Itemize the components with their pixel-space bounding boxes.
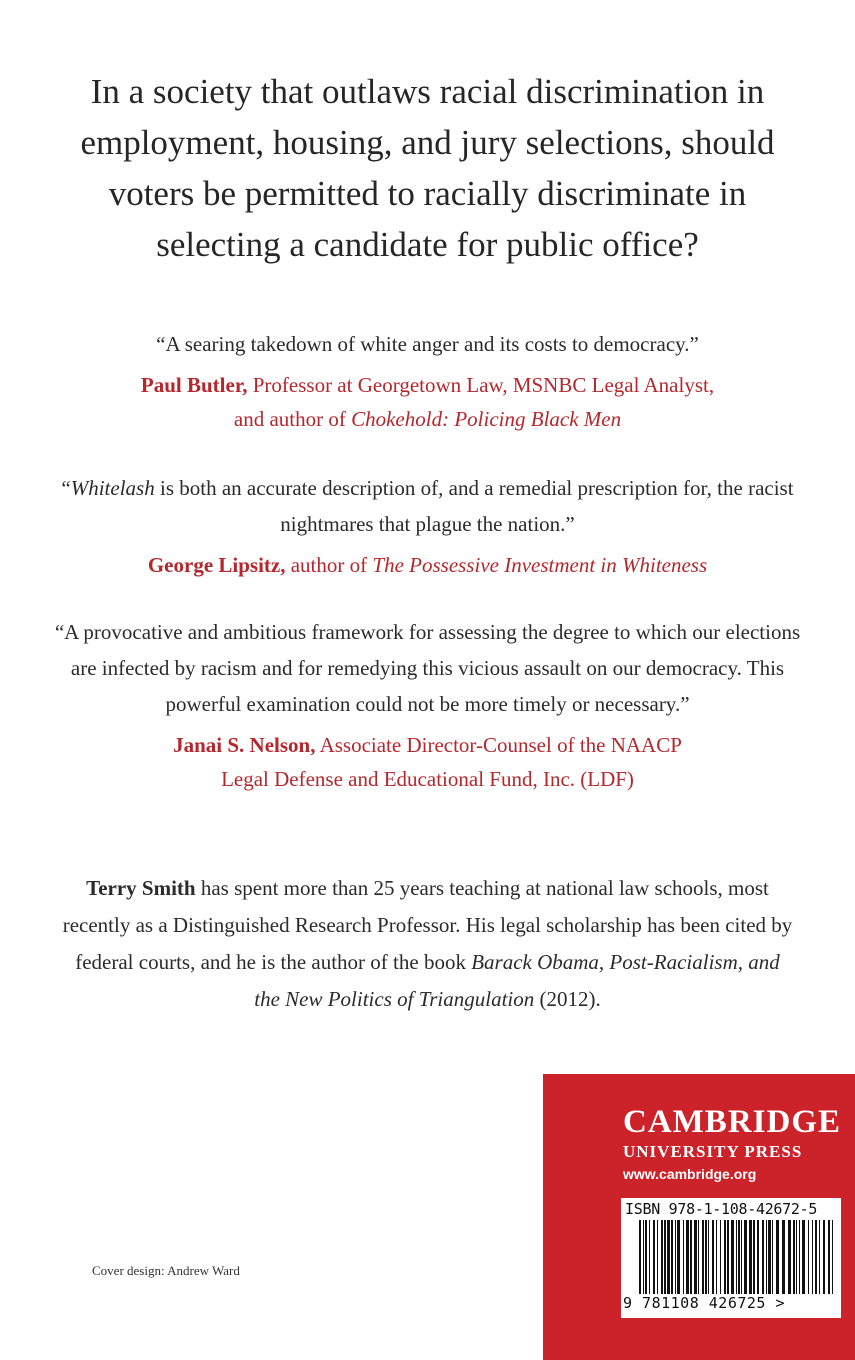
barcode-bar: [799, 1220, 800, 1294]
blurb-role-prefix: author of: [290, 553, 368, 577]
blurb-book-title: The Possessive Investment in Whiteness: [372, 553, 708, 577]
barcode-bar: [667, 1220, 670, 1294]
bio-book-title: Barack Obama, Post-Racialism, and the New Politics of Triangulation: [254, 950, 780, 1011]
barcode-bar: [724, 1220, 726, 1294]
barcode-bar: [736, 1220, 737, 1294]
barcode-bar: [776, 1220, 779, 1294]
quote-open: “: [61, 476, 71, 500]
barcode-bar: [788, 1220, 791, 1294]
barcode-bar: [664, 1220, 666, 1294]
barcode-bar: [694, 1220, 697, 1294]
cover-design-credit: Cover design: Andrew Ward: [92, 1263, 240, 1278]
barcode-bar: [643, 1220, 644, 1294]
barcode-bar: [657, 1220, 658, 1294]
barcode-bar: [782, 1220, 785, 1294]
barcode-bar: [716, 1220, 717, 1294]
barcode-bar: [762, 1220, 764, 1294]
barcode-bar: [683, 1220, 684, 1294]
blurb-author: George Lipsitz,: [147, 553, 286, 577]
publisher-logo: [623, 1104, 848, 1184]
blurb-butler: [40, 326, 815, 436]
quote-book-title: Whitelash: [70, 476, 155, 500]
barcode-bar: [768, 1220, 771, 1294]
back-cover-question: In a society that outlaws racial discrimination in employment, housing, and jury selections, should voters be permitted to racially discriminate in selecting a candidate for public office?: [80, 72, 775, 264]
barcode-bar: [712, 1220, 714, 1294]
blurb-attribution: [40, 368, 815, 436]
barcode-bar: [832, 1220, 833, 1294]
blurb-book-title: Chokehold: Policing Black Men: [351, 407, 622, 431]
barcode-bar: [731, 1220, 734, 1294]
barcode-bar: [757, 1220, 759, 1294]
publisher-name: CAMBRIDGE: [623, 1104, 842, 1140]
publisher-press: UNIVERSITY PRESS: [623, 1142, 803, 1161]
barcode-bar: [772, 1220, 773, 1294]
blurb-role: Associate Director-Counsel of the NAACP: [319, 733, 682, 757]
barcode-bar: [802, 1220, 805, 1294]
barcode-bar: [744, 1220, 747, 1294]
blurb-nelson: [40, 614, 815, 796]
barcode-bar: [649, 1220, 650, 1294]
barcode-bar: [766, 1220, 767, 1294]
author-bio: [60, 870, 795, 1018]
blurb-attribution: [40, 548, 815, 582]
barcode-bar: [812, 1220, 813, 1294]
barcode-bar: [753, 1220, 755, 1294]
barcode-bar: [653, 1220, 655, 1294]
barcode-bar: [671, 1220, 673, 1294]
barcode-bar: [702, 1220, 704, 1294]
barcode-bar: [677, 1220, 680, 1294]
bio-author-name: Terry Smith: [86, 876, 196, 900]
barcode-bar: [639, 1220, 641, 1294]
blurb-attribution: [40, 728, 815, 796]
barcode-bar: [796, 1220, 797, 1294]
barcode-bar: [808, 1220, 809, 1294]
isbn-label: ISBN 978-1-108-42672-5: [625, 1200, 818, 1218]
barcode-bar: [738, 1220, 740, 1294]
barcode-bar: [708, 1220, 709, 1294]
barcode-bar: [675, 1220, 676, 1294]
barcode-bar: [661, 1220, 663, 1294]
barcode-bar: [793, 1220, 795, 1294]
blurb-lipsitz: [40, 470, 815, 582]
barcode-bar: [705, 1220, 707, 1294]
blurb-quote: “A searing takedown of white anger and its costs to democracy.”: [156, 332, 699, 356]
barcode-bar: [645, 1220, 647, 1294]
publisher-url: www.cambridge.org: [623, 1166, 757, 1182]
blurb-role-prefix: and author of: [233, 407, 346, 431]
barcode-bar: [698, 1220, 699, 1294]
bio-text: has spent more than 25 years teaching at national law schools, most recently as a Distinguished Research Professor. His legal scholarship has been cited by federal courts, and he is the author of the book: [62, 876, 793, 974]
barcode-digits: 9 781108 426725 >: [623, 1294, 786, 1312]
barcode-bar: [823, 1220, 825, 1294]
barcode-bar: [819, 1220, 820, 1294]
barcode-bar: [690, 1220, 692, 1294]
barcode-bar: [749, 1220, 752, 1294]
quote-rest: is both an accurate description of, and a remedial prescription for, the racist nightmares that plague the nation.”: [154, 476, 794, 536]
blurb-role-2: Legal Defense and Educational Fund, Inc. (LDF): [221, 767, 634, 791]
bio-year: (2012).: [534, 987, 601, 1011]
barcode-bar: [815, 1220, 817, 1294]
blurb-quote: [40, 470, 815, 542]
barcode-bar: [720, 1220, 721, 1294]
barcode-box: [621, 1198, 841, 1318]
barcode-bar: [727, 1220, 729, 1294]
barcode-bars: [639, 1220, 835, 1294]
barcode-bar: [828, 1220, 830, 1294]
blurb-role: Professor at Georgetown Law, MSNBC Legal Analyst,: [252, 373, 715, 397]
blurb-author: Janai S. Nelson,: [173, 733, 316, 757]
barcode-bar: [686, 1220, 689, 1294]
blurb-author: Paul Butler,: [140, 373, 248, 397]
blurb-quote: “A provocative and ambitious framework for assessing the degree to which our elections are infected by racism and for remedying this vicious assault on our democracy. This powerful examination could not be more timely or necessary.”: [54, 620, 801, 716]
barcode-bar: [741, 1220, 742, 1294]
